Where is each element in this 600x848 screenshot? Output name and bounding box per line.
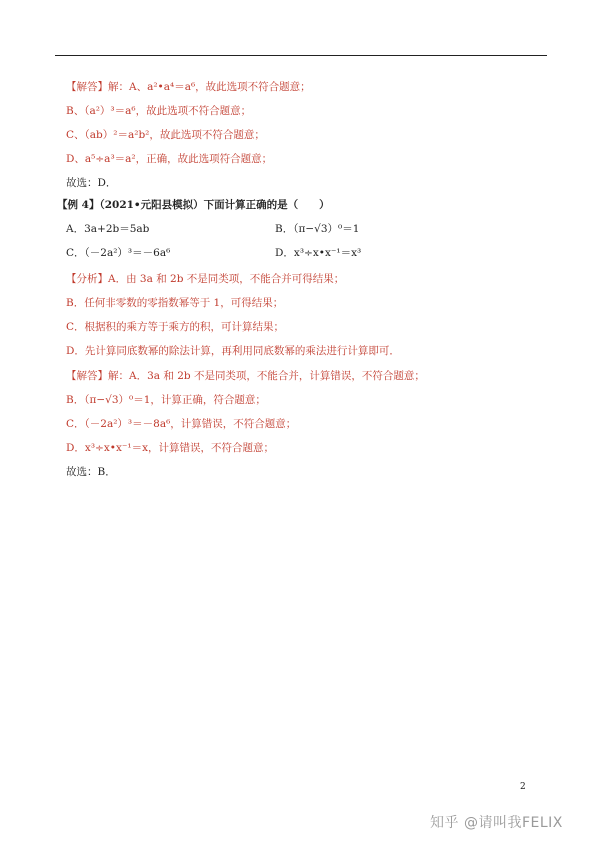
analysis-line3: C．根据积的乘方等于乘方的积，可计算结果； bbox=[66, 321, 285, 333]
example4-option-a: A．3a+2b＝5ab bbox=[66, 223, 150, 235]
solution4-answer: 故选：B． bbox=[66, 466, 116, 478]
solution3-line3: C、（ab）²＝a²b²，故此选项不符合题意； bbox=[66, 129, 265, 141]
example4-option-d: D．x³÷x•x⁻¹＝x³ bbox=[275, 247, 362, 259]
solution3-line2: B、（a²）³＝a⁶，故此选项不符合题意； bbox=[66, 105, 252, 117]
analysis-line1: 【分析】A．由 3a 和 2b 不是同类项，不能合并可得结果； bbox=[66, 273, 345, 285]
solution4-line1: 【解答】解：A．3a 和 2b 不是同类项，不能合并，计算错误，不符合题意； bbox=[66, 370, 425, 382]
example4-option-b: B．（π−√3）⁰＝1 bbox=[275, 223, 360, 235]
solution3-line1: 【解答】解：A、a²•a⁴＝a⁶，故此选项不符合题意； bbox=[66, 81, 311, 93]
solution4-line3: C．（－2a²）³＝－8a⁶，计算错误，不符合题意； bbox=[66, 418, 297, 430]
example4-option-c: C．（－2a²）³＝－6a⁶ bbox=[66, 247, 171, 259]
solution3-line4: D、a⁵÷a³＝a²，正确，故此选项符合题意； bbox=[66, 153, 273, 165]
solution4-line4: D．x³÷x•x⁻¹＝x，计算错误，不符合题意； bbox=[66, 442, 275, 454]
watermark: 知乎 @请叫我FELIX bbox=[430, 815, 563, 831]
solution3-answer: 故选：D． bbox=[66, 177, 117, 189]
page-number: 2 bbox=[520, 782, 526, 792]
analysis-line4: D．先计算同底数幂的除法计算，再利用同底数幂的乘法进行计算即可． bbox=[66, 345, 400, 357]
solution4-line2: B．（π−√3）⁰＝1，计算正确，符合题意； bbox=[66, 394, 266, 406]
example4-question: 【例 4】（2021•元阳县模拟）下面计算正确的是（ ） bbox=[57, 199, 330, 211]
header-rule bbox=[55, 55, 547, 56]
analysis-line2: B．任何非零数的零指数幂等于 1，可得结果； bbox=[66, 297, 284, 309]
